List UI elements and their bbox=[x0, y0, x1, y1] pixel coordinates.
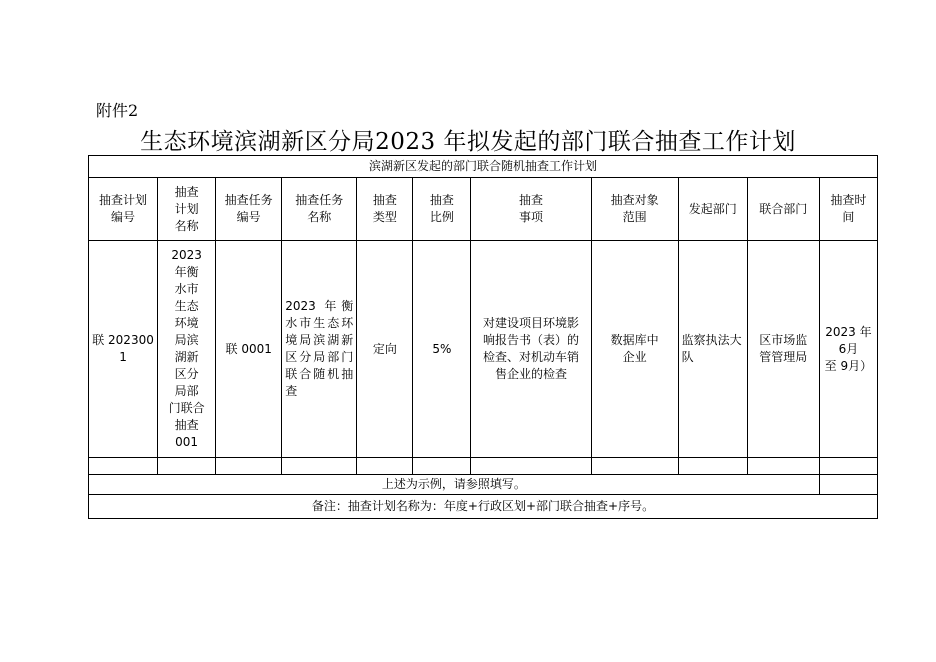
header-ratio: 抽查 比例 bbox=[413, 178, 471, 241]
header-task-name: 抽查任务 名称 bbox=[282, 178, 357, 241]
cell-initiator: 监察执法大队 bbox=[678, 241, 747, 458]
table-header-row bbox=[89, 178, 878, 241]
example-note-row bbox=[89, 475, 878, 495]
cell-time: 2023 年 6月 至 9月） bbox=[819, 241, 877, 458]
document-title: 生态环境滨湖新区分局2023 年拟发起的部门联合抽查工作计划 bbox=[140, 129, 796, 155]
inspection-plan-table bbox=[88, 155, 878, 519]
header-initiator: 发起部门 bbox=[678, 178, 747, 241]
table-subtitle-row bbox=[89, 156, 878, 178]
header-plan-no: 抽查计划 编号 bbox=[89, 178, 158, 241]
cell-scope: 数据库中 企业 bbox=[591, 241, 678, 458]
cell-partner: 区市场监 管管理局 bbox=[747, 241, 819, 458]
table-row bbox=[89, 241, 878, 458]
header-time: 抽查时 间 bbox=[819, 178, 877, 241]
header-partner: 联合部门 bbox=[747, 178, 819, 241]
attachment-label: 附件2 bbox=[96, 101, 139, 120]
cell-plan-no: 联 2023001 bbox=[89, 241, 158, 458]
cell-check-type: 定向 bbox=[357, 241, 413, 458]
cell-ratio: 5% bbox=[413, 241, 471, 458]
header-task-no: 抽查任务 编号 bbox=[216, 178, 282, 241]
remark-row bbox=[89, 495, 878, 519]
remark-note: 备注：抽查计划名称为：年度+行政区划+部门联合抽查+序号。 bbox=[89, 495, 878, 519]
cell-plan-name: 2023 年衡 水市 生态 环境 局滨 湖新 区分 局部 门联合 抽查 001 bbox=[158, 241, 216, 458]
example-note: 上述为示例，请参照填写。 bbox=[89, 475, 820, 495]
table-row-empty bbox=[89, 458, 878, 475]
header-check-type: 抽查 类型 bbox=[357, 178, 413, 241]
cell-items: 对建设项目环境影响报告书（表）的检查、对机动车销售企业的检查 bbox=[471, 241, 591, 458]
header-items: 抽查 事项 bbox=[471, 178, 591, 241]
header-plan-name: 抽查 计划 名称 bbox=[158, 178, 216, 241]
cell-task-no: 联 0001 bbox=[216, 241, 282, 458]
header-scope: 抽查对象 范围 bbox=[591, 178, 678, 241]
cell-task-name: 2023 年衡水市生态环境局滨湖新区分局部门联合随机抽查 bbox=[282, 241, 357, 458]
table-subtitle: 滨湖新区发起的部门联合随机抽查工作计划 bbox=[89, 156, 878, 178]
